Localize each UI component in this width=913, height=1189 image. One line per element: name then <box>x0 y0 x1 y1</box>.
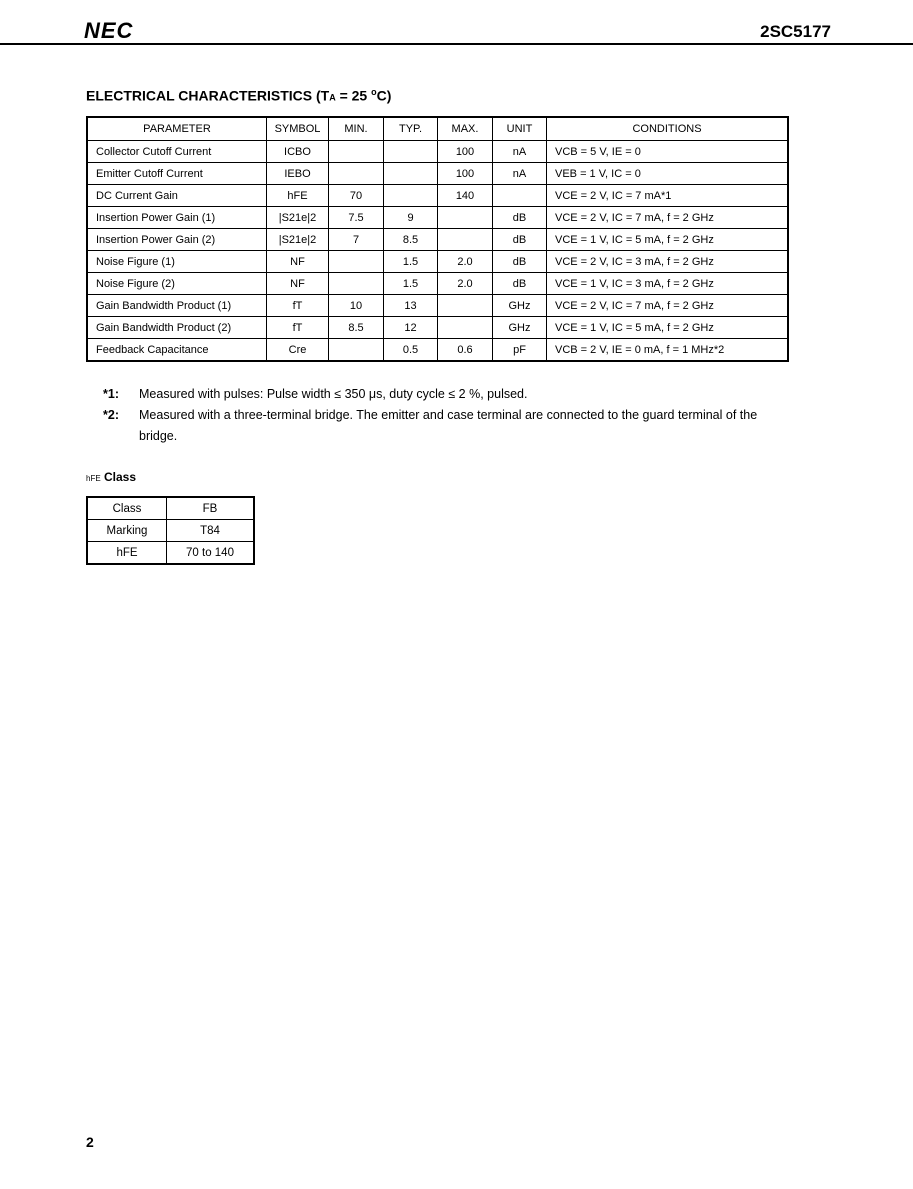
cell-typ <box>384 163 438 185</box>
cell-conditions: VCE = 1 V, IC = 5 mA, f = 2 GHz <box>547 229 789 251</box>
table-row <box>87 185 788 207</box>
cell-max <box>438 317 493 339</box>
cell-min: 7 <box>329 229 384 251</box>
cell-conditions: VCE = 2 V, IC = 7 mA, f = 2 GHz <box>547 295 789 317</box>
electrical-characteristics-table <box>86 116 789 362</box>
col-conditions: CONDITIONS <box>547 117 789 141</box>
cell-max: 2.0 <box>438 251 493 273</box>
cell-parameter: Insertion Power Gain (1) <box>87 207 267 229</box>
cell-min: 70 <box>329 185 384 207</box>
cell-min <box>329 339 384 362</box>
hfe-table-row <box>87 497 254 520</box>
table-row <box>87 339 788 362</box>
cell-conditions: VCE = 1 V, IC = 5 mA, f = 2 GHz <box>547 317 789 339</box>
cell-max: 140 <box>438 185 493 207</box>
cell-parameter: Emitter Cutoff Current <box>87 163 267 185</box>
cell-min: 8.5 <box>329 317 384 339</box>
hfe-label-cell: Marking <box>87 520 167 542</box>
cell-parameter: Feedback Capacitance <box>87 339 267 362</box>
hfe-value-cell: T84 <box>167 520 255 542</box>
cell-parameter: Collector Cutoff Current <box>87 141 267 163</box>
cell-symbol: IEBO <box>267 163 329 185</box>
cell-unit: nA <box>493 163 547 185</box>
cell-max <box>438 207 493 229</box>
cell-unit: dB <box>493 229 547 251</box>
table-row <box>87 141 788 163</box>
section-title-eq: = 25 <box>335 87 372 104</box>
cell-symbol: fT <box>267 295 329 317</box>
col-symbol: SYMBOL <box>267 117 329 141</box>
note-mark: *1: <box>103 387 119 401</box>
cell-max: 100 <box>438 163 493 185</box>
table-row <box>87 207 788 229</box>
cell-unit: dB <box>493 273 547 295</box>
table-row <box>87 229 788 251</box>
cell-min <box>329 273 384 295</box>
section-title-deg: o <box>371 87 377 97</box>
cell-parameter: Insertion Power Gain (2) <box>87 229 267 251</box>
note-text: Measured with a three-terminal bridge. The emitter and case terminal are connected to the guard terminal of the bridge. <box>139 408 758 443</box>
col-unit: UNIT <box>493 117 547 141</box>
cell-parameter: Gain Bandwidth Product (2) <box>87 317 267 339</box>
cell-symbol: NF <box>267 251 329 273</box>
cell-conditions: VCE = 2 V, IC = 7 mA*1 <box>547 185 789 207</box>
cell-conditions: VCB = 5 V, IE = 0 <box>547 141 789 163</box>
cell-unit: dB <box>493 251 547 273</box>
table-row <box>87 251 788 273</box>
cell-typ: 9 <box>384 207 438 229</box>
cell-typ: 1.5 <box>384 273 438 295</box>
hfe-class-title <box>86 470 136 484</box>
col-min: MIN. <box>329 117 384 141</box>
cell-conditions: VCE = 2 V, IC = 7 mA, f = 2 GHz <box>547 207 789 229</box>
hfe-value-cell: FB <box>167 497 255 520</box>
note-text: Measured with pulses: Pulse width ≤ 350 μs, duty cycle ≤ 2 %, pulsed. <box>139 387 528 401</box>
table-row <box>87 273 788 295</box>
cell-symbol: Cre <box>267 339 329 362</box>
col-parameter: PARAMETER <box>87 117 267 141</box>
cell-unit: GHz <box>493 295 547 317</box>
hfe-label-cell: Class <box>87 497 167 520</box>
section-title-sub: A <box>329 92 336 103</box>
cell-min <box>329 251 384 273</box>
part-number: 2SC5177 <box>760 22 831 41</box>
section-title-main: ELECTRICAL CHARACTERISTICS (T <box>86 87 330 104</box>
cell-parameter: Noise Figure (2) <box>87 273 267 295</box>
cell-unit: dB <box>493 207 547 229</box>
cell-typ <box>384 141 438 163</box>
hfe-label-cell: hFE <box>87 542 167 565</box>
cell-min <box>329 163 384 185</box>
cell-max <box>438 229 493 251</box>
cell-parameter: Noise Figure (1) <box>87 251 267 273</box>
cell-symbol: NF <box>267 273 329 295</box>
cell-conditions: VEB = 1 V, IC = 0 <box>547 163 789 185</box>
hfe-value-cell: 70 to 140 <box>167 542 255 565</box>
col-typ: TYP. <box>384 117 438 141</box>
table-header-row <box>87 117 788 141</box>
cell-max: 0.6 <box>438 339 493 362</box>
cell-typ: 12 <box>384 317 438 339</box>
cell-max: 2.0 <box>438 273 493 295</box>
cell-parameter: DC Current Gain <box>87 185 267 207</box>
cell-unit <box>493 185 547 207</box>
cell-min: 10 <box>329 295 384 317</box>
table-row <box>87 317 788 339</box>
cell-conditions: VCE = 1 V, IC = 3 mA, f = 2 GHz <box>547 273 789 295</box>
col-max: MAX. <box>438 117 493 141</box>
hfe-title-main: Class <box>100 470 137 484</box>
page-number: 2 <box>86 1134 94 1150</box>
cell-min <box>329 141 384 163</box>
cell-symbol: ICBO <box>267 141 329 163</box>
section-title-end: C) <box>376 87 392 104</box>
cell-symbol: hFE <box>267 185 329 207</box>
note-mark: *2: <box>103 408 119 422</box>
cell-unit: nA <box>493 141 547 163</box>
note-1 <box>103 384 789 405</box>
cell-symbol: fT <box>267 317 329 339</box>
cell-conditions: VCB = 2 V, IE = 0 mA, f = 1 MHz*2 <box>547 339 789 362</box>
cell-typ: 8.5 <box>384 229 438 251</box>
hfe-class-table <box>86 496 255 565</box>
cell-unit: GHz <box>493 317 547 339</box>
cell-unit: pF <box>493 339 547 362</box>
cell-symbol: |S21e|2 <box>267 207 329 229</box>
cell-max <box>438 295 493 317</box>
cell-max: 100 <box>438 141 493 163</box>
notes <box>103 384 789 447</box>
cell-parameter: Gain Bandwidth Product (1) <box>87 295 267 317</box>
cell-conditions: VCE = 2 V, IC = 3 mA, f = 2 GHz <box>547 251 789 273</box>
cell-typ <box>384 185 438 207</box>
header-divider <box>0 43 913 45</box>
section-title <box>86 87 391 104</box>
hfe-table-row <box>87 520 254 542</box>
nec-logo: NEC <box>84 18 134 43</box>
cell-typ: 0.5 <box>384 339 438 362</box>
cell-symbol: |S21e|2 <box>267 229 329 251</box>
note-2 <box>103 405 789 447</box>
table-row <box>87 295 788 317</box>
hfe-table-row <box>87 542 254 565</box>
hfe-title-sub: hFE <box>86 474 101 483</box>
cell-min: 7.5 <box>329 207 384 229</box>
table-row <box>87 163 788 185</box>
cell-typ: 1.5 <box>384 251 438 273</box>
cell-typ: 13 <box>384 295 438 317</box>
